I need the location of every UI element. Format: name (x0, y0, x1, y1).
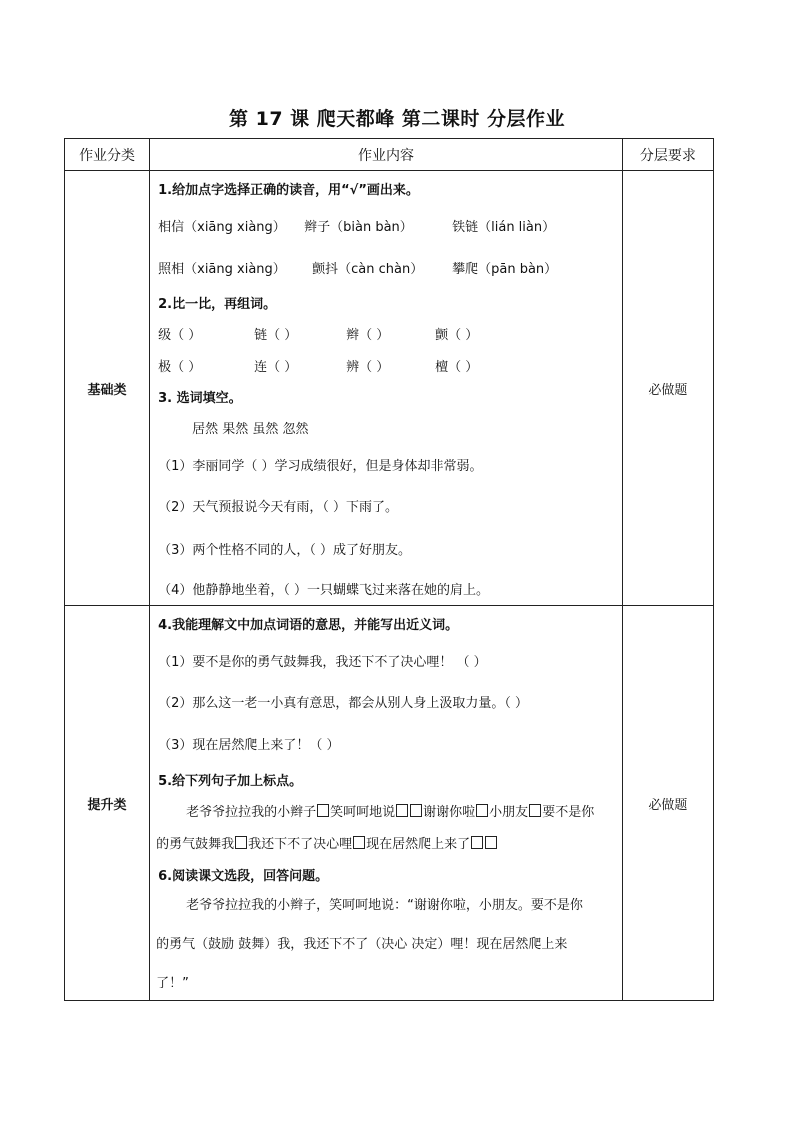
q2-title: 2.比一比，再组词。 (158, 297, 277, 312)
q1-item: 照相（xiāng xiàng） (158, 262, 286, 277)
punctuation-box[interactable] (317, 804, 329, 817)
q2-item: 极（ ） (158, 360, 202, 375)
q5-passage-line2 (156, 833, 498, 852)
q4-sentence: （3）现在居然爬上来了！（ ） (158, 738, 340, 753)
q5-text: 小朋友 (489, 805, 529, 820)
q1-item: 铁链（lián liàn） (452, 220, 556, 235)
table-header-row (65, 139, 714, 171)
q2-item: 辫（ ） (346, 328, 390, 343)
q5-passage-line1 (186, 801, 594, 820)
q2-item: 连（ ） (254, 360, 298, 375)
q5-text: 现在居然爬上来了 (366, 837, 471, 852)
header-requirement: 分层要求 (622, 139, 713, 171)
homework-table (64, 138, 714, 1001)
header-category: 作业分类 (65, 139, 150, 171)
q5-text: 笑呵呵地说 (330, 805, 396, 820)
q1-item: 辫子（biàn bàn） (304, 220, 413, 235)
punctuation-box[interactable] (476, 804, 488, 817)
q2-item: 颤（ ） (435, 328, 479, 343)
q5-text: 的勇气鼓舞我 (156, 837, 235, 852)
q6-title: 6.阅读课文选段，回答问题。 (158, 869, 329, 884)
punctuation-box[interactable] (471, 836, 483, 849)
punctuation-box[interactable] (353, 836, 365, 849)
q1-item: 相信（xiāng xiàng） (158, 220, 286, 235)
punctuation-box[interactable] (485, 836, 497, 849)
punctuation-box[interactable] (410, 804, 422, 817)
q3-sentence: （2）天气预报说今天有雨，（ ）下雨了。 (158, 500, 399, 515)
q3-word-bank: 居然 果然 虽然 忽然 (192, 422, 309, 437)
q2-item: 檀（ ） (435, 360, 479, 375)
q1-title: 1.给加点字选择正确的读音，用“√”画出来。 (158, 183, 419, 198)
page-title: 第 17 课 爬天都峰 第二课时 分层作业 (228, 108, 565, 130)
q6-passage-line: 了！” (156, 976, 189, 991)
q4-title: 4.我能理解文中加点词语的意思，并能写出近义词。 (158, 618, 459, 633)
q5-text: 要不是你 (542, 805, 595, 820)
punctuation-box[interactable] (235, 836, 247, 849)
q5-text: 谢谢你啦 (423, 805, 476, 820)
q1-item: 颤抖（càn chàn） (312, 262, 424, 277)
q3-sentence: （4）他静静地坐着，（ ）一只蝴蝶飞过来落在她的肩上。 (158, 583, 490, 598)
table-row-basic (65, 171, 714, 606)
q6-passage-line: 老爷爷拉拉我的小辫子，笑呵呵地说：“谢谢你啦，小朋友。要不是你 (186, 898, 583, 913)
content-advanced (150, 606, 623, 1001)
q3-title: 3. 选词填空。 (158, 391, 242, 406)
q3-sentence: （3）两个性格不同的人，（ ）成了好朋友。 (158, 543, 412, 558)
table-row-advanced (65, 606, 714, 1001)
q3-sentence: （1）李丽同学（ ）学习成绩很好，但是身体却非常弱。 (158, 459, 483, 474)
category-advanced: 提升类 (65, 606, 150, 1001)
q6-passage-line: 的勇气（鼓励 鼓舞）我，我还下不了（决心 决定）哩！现在居然爬上来 (156, 937, 568, 952)
q5-title: 5.给下列句子加上标点。 (158, 774, 303, 789)
content-basic (150, 171, 623, 606)
q4-sentence: （1）要不是你的勇气鼓舞我，我还下不了决心哩！ （ ） (158, 655, 487, 670)
q2-item: 辨（ ） (346, 360, 390, 375)
requirement-advanced: 必做题 (622, 606, 713, 1001)
q4-sentence: （2）那么这一老一小真有意思，都会从别人身上汲取力量。（ ） (158, 696, 529, 711)
punctuation-box[interactable] (529, 804, 541, 817)
header-content: 作业内容 (150, 139, 623, 171)
q2-item: 链（ ） (254, 328, 298, 343)
q5-text: 我还下不了决心哩 (248, 837, 353, 852)
punctuation-box[interactable] (396, 804, 408, 817)
q5-text: 老爷爷拉拉我的小辫子 (186, 805, 317, 820)
q2-item: 级（ ） (158, 328, 202, 343)
requirement-basic: 必做题 (622, 171, 713, 606)
q1-item: 攀爬（pān bàn） (452, 262, 558, 277)
category-basic: 基础类 (65, 171, 150, 606)
